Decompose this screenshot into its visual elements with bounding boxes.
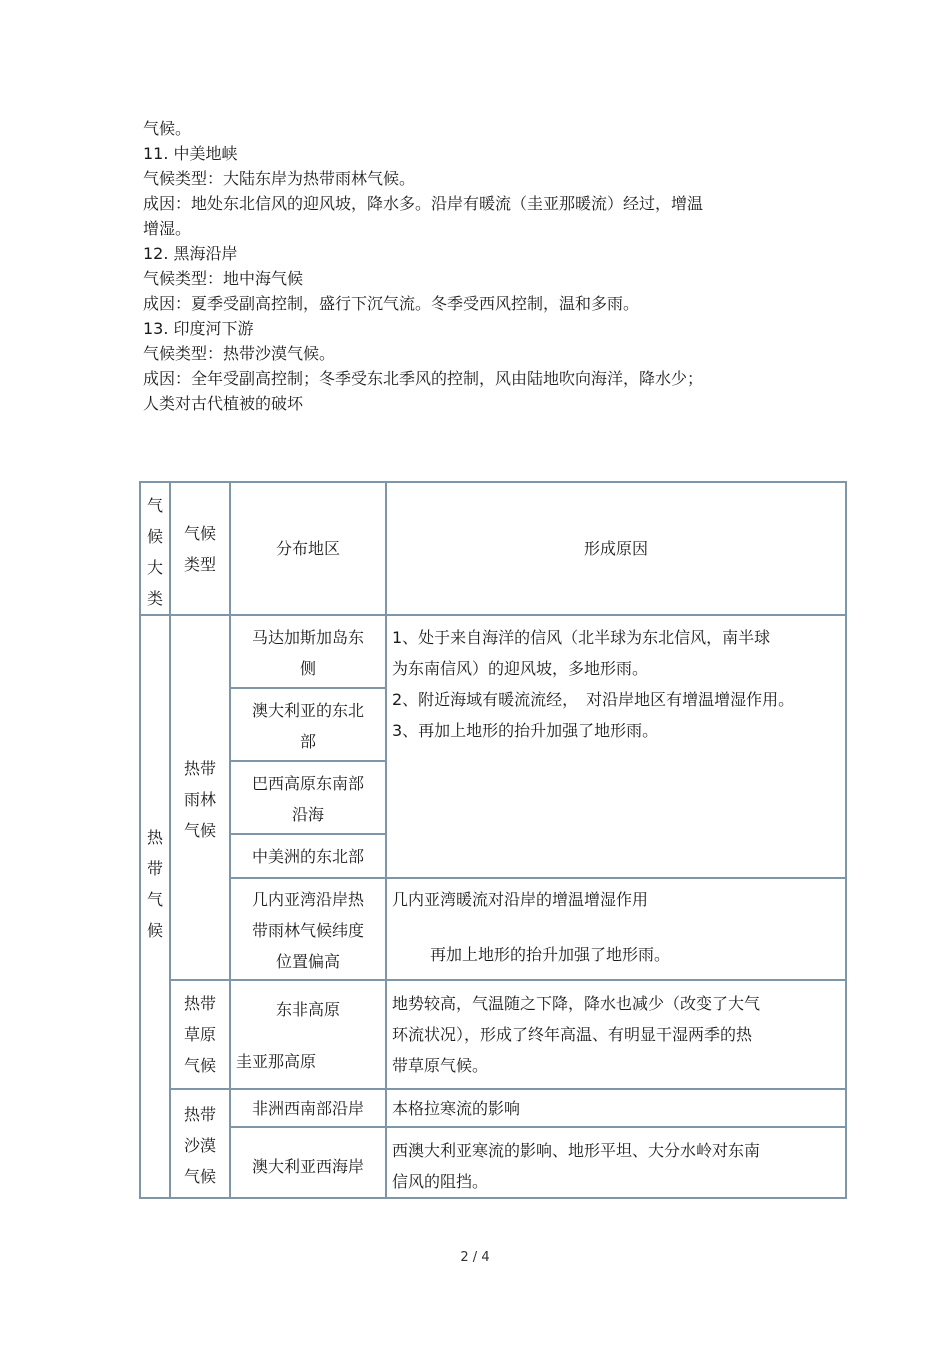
type-desert: 热带 沙漠 气候: [183, 1105, 216, 1186]
row-sep-guinea: [229, 877, 847, 879]
header-cause: 形成原因: [583, 539, 648, 558]
text-line-10: 气候类型：热带沙漠气候。: [143, 344, 336, 363]
cause-guinea-1: 几内亚湾暖流对沿岸的增温增湿作用: [392, 890, 649, 909]
section-heading-13: 13. 印度河下游: [143, 319, 254, 338]
text-line-12: 人类对古代植被的破坏: [143, 394, 304, 413]
text-line-4: 成因：地处东北信风的迎风坡，降水多。沿岸有暖流（圭亚那暖流）经过，增温: [143, 194, 704, 213]
cause-guinea-2: 再加上地形的抬升加强了地形雨。: [430, 945, 671, 964]
page-number: 2 / 4: [460, 1250, 490, 1265]
cause-savanna: 地势较高，气温随之下降，降水也减少（改变了大气 环流状况），形成了终年高温、有明显干湿两季的热 带草原气候。: [392, 994, 761, 1075]
row-sep-region-1: [229, 687, 387, 689]
region-sw-africa-coast: 非洲西南部沿岸: [251, 1099, 364, 1118]
cause-w-australia: 西澳大利亚寒流的影响、地形平坦、大分水岭对东南 信风的阻挡。: [392, 1141, 761, 1191]
region-brazil-coast: 巴西高原东南部 沿海: [251, 774, 364, 824]
region-w-australia-coast: 澳大利亚西海岸: [251, 1157, 364, 1176]
region-guiana-plateau: 圭亚那高原: [236, 1052, 317, 1071]
section-heading-12: 12. 黑海沿岸: [143, 244, 238, 263]
type-rainforest: 热带 雨林 气候: [183, 759, 216, 840]
text-line-7: 气候类型：地中海气候: [143, 269, 304, 288]
cause-benguela-current: 本格拉寒流的影响: [392, 1099, 521, 1118]
category-tropical-climate: 热 带 气 候: [146, 828, 163, 940]
text-line-1: 气候。: [143, 119, 192, 138]
region-east-africa-plateau: 东非高原: [275, 1000, 340, 1019]
row-sep-region-3: [229, 833, 387, 835]
row-sep-region-2: [229, 760, 387, 762]
row-sep-savanna: [169, 979, 847, 981]
text-line-5: 增湿。: [143, 219, 192, 238]
text-line-3: 气候类型：大陆东岸为热带雨林气候。: [143, 169, 416, 188]
table-border-top: [139, 481, 847, 483]
header-region: 分布地区: [275, 539, 340, 558]
row-sep-desert-inner: [229, 1126, 847, 1128]
cause-rainforest: 1、处于来自海洋的信风（北半球为东北信风，南半球 为东南信风）的迎风坡，多地形雨。 2、附近海域有暖流流经， 对沿岸地区有增温增湿作用。 3、再加上地形的抬升加强了地形雨。: [392, 628, 795, 740]
region-ne-australia: 澳大利亚的东北 部: [251, 701, 364, 751]
header-climate-type: 气候 类型: [183, 524, 216, 574]
region-guinea-coast: 几内亚湾沿岸热 带雨林气候纬度 位置偏高: [251, 890, 364, 971]
text-line-11: 成因：全年受副高控制；冬季受东北季风的控制，风由陆地吹向海洋，降水少；: [143, 369, 704, 388]
table-border-right: [845, 481, 847, 1199]
header-climate-category: 气 候 大 类: [146, 496, 163, 608]
col-sep-3: [385, 481, 387, 1199]
header-bottom-line: [139, 614, 847, 616]
region-madagascar: 马达加斯加岛东 侧: [251, 628, 364, 678]
text-line-8: 成因：夏季受副高控制，盛行下沉气流。冬季受西风控制，温和多雨。: [143, 294, 640, 313]
section-heading-11: 11. 中美地峡: [143, 144, 238, 163]
table-border-bottom: [139, 1197, 847, 1199]
type-savanna: 热带 草原 气候: [183, 994, 216, 1075]
col-sep-2: [229, 481, 231, 1199]
region-central-america: 中美洲的东北部: [251, 847, 364, 866]
row-sep-desert: [169, 1088, 847, 1090]
